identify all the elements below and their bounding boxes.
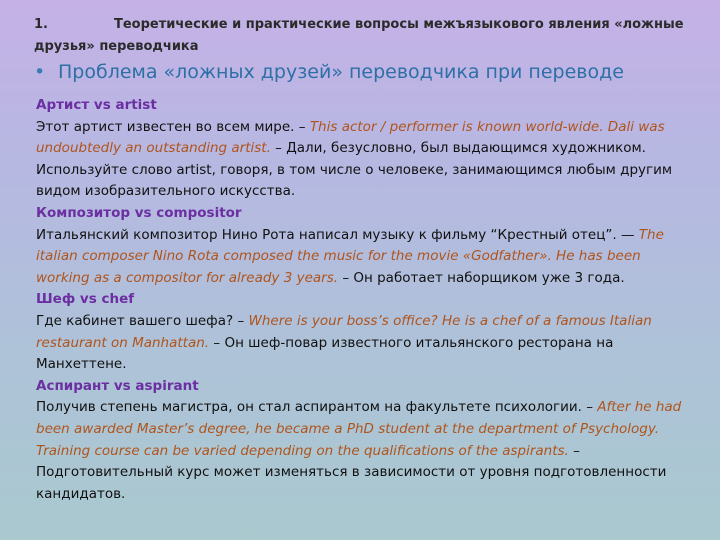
english-text: This actor / performer is known world-wide. Dali was undoubtedly an outstanding artist. — [36, 118, 665, 157]
subtitle-text: Проблема «ложных друзей» переводчика при переводе — [58, 61, 624, 83]
slide-subtitle — [34, 58, 714, 86]
bullet-icon: • — [34, 61, 46, 83]
russian-text: Где кабинет вашего шефа? – — [36, 312, 249, 329]
example-paragraph — [36, 397, 686, 505]
header-title: Теоретические и практические вопросы межъязыкового явления «ложные друзья» переводчика — [34, 17, 684, 54]
example-paragraph — [36, 225, 686, 290]
example-paragraph — [36, 311, 686, 376]
russian-text: Этот артист известен во всем мире. – — [36, 118, 310, 135]
term-heading: Артист vs artist — [36, 97, 157, 113]
english-text: After he had been awarded Master’s degree, he became a PhD student at the department of Psychology. Training course can be varied depending on the qualifications of the aspirants. — [36, 399, 682, 459]
header-number: 1. — [34, 17, 48, 32]
russian-text: Итальянский композитор Нино Рота написал музыку к фильму “Крестный отец”. — — [36, 226, 639, 243]
russian-text: – Подготовительный курс может изменяться в зависимости от уровня подготовленности кандидатов. — [36, 442, 667, 502]
term-heading: Шеф vs chef — [36, 291, 135, 308]
russian-text: Получив степень магистра, он стал аспирантом на факультете психологии. – — [36, 399, 598, 416]
english-text: Where is your boss’s office? He is a chef of a famous Italian restaurant on Manhattan. — [36, 312, 652, 351]
term-heading: Аспирант vs aspirant — [36, 377, 199, 394]
slide-header — [34, 14, 694, 58]
russian-text: – Он работает наборщиком уже 3 года. — [338, 269, 625, 286]
russian-text: – Он шеф-повар известного итальянского ресторана на Манхеттене. — [36, 334, 614, 373]
term-heading: Композитор vs compositor — [36, 204, 242, 221]
example-paragraph — [36, 117, 686, 203]
slide-body — [36, 95, 686, 505]
english-text: The italian composer Nino Rota composed the music for the movie «Godfather». He has been working as a compositor for already 3 years. — [36, 226, 664, 286]
russian-text: – Дали, безусловно, был выдающимся художником. Используйте слово artist, говоря, в том числе о человеке, занимающимся любым другим видом изобразительного искусства. — [36, 140, 673, 200]
